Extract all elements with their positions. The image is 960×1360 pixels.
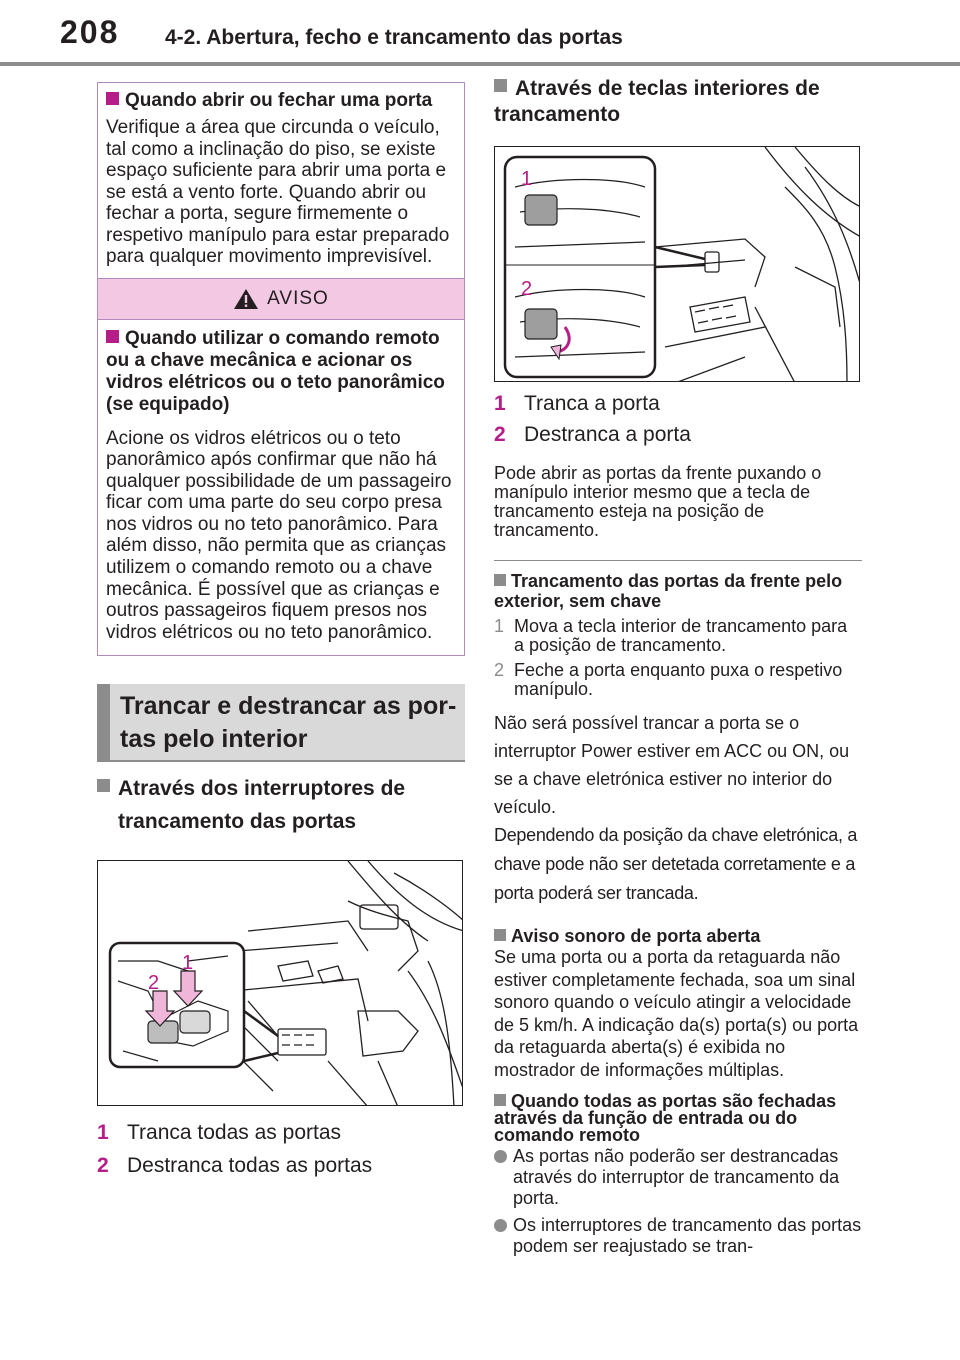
step-item: 1 Mova a tecla interior de trancamento para a posição de trancamento. [494, 616, 848, 655]
keyless-steps [494, 617, 862, 699]
knobs-legend [494, 388, 862, 450]
knobs-paragraph: Pode abrir as portas da frente puxando o manípulo interior mesmo que a tecla de trancamento esteja na posição de trancamento. [494, 463, 822, 540]
buzzer-paragraph: Se uma porta ou a porta da retaguarda não estiver completamente fechada, soa um sinal sonoro quando o veículo atingir a velocidade de 5 km/h. A indicação da(s) porta(s) ou porta da retaguarda aberta(s) é exibida no mostrador de informações múltiplas. [494, 947, 859, 1080]
callout-1: 1 [521, 168, 533, 190]
page-header [0, 0, 960, 66]
door-lock-knob-illustration [494, 146, 860, 382]
square-bullet-icon [97, 779, 110, 792]
switches-legend [97, 1116, 465, 1182]
door-lock-switch-illustration [97, 860, 463, 1106]
bullet-item: As portas não poderão ser destrancadas através do interruptor de trancamento da porta. [494, 1146, 862, 1209]
warning-label: AVISO [267, 287, 329, 309]
knobs-heading: Através de teclas interiores de trancamento [494, 77, 820, 126]
warning-heading: Quando utilizar o comando remoto ou a chave mecânica e acionar os vidros elétricos ou o teto panorâmico (se equipado) [106, 327, 445, 415]
note-warning-box [97, 82, 465, 656]
banner-line-1: Trancar e destrancar as por- [120, 692, 457, 721]
section-title: 4-2. Abertura, fecho e trancamento das portas [165, 26, 623, 49]
square-bullet-icon [106, 330, 119, 343]
zoom-inset [505, 157, 705, 377]
buzzer-heading: Aviso sonoro de porta aberta [494, 926, 862, 946]
legend-item: 2 Destranca todas as portas [97, 1154, 373, 1178]
warning-body: Acione os vidros elétricos ou o teto panorâmico após confirmar que não há qualquer possibilidade de um passageiro ficar com uma parte do seu corpo presa nos vidros ou no teto panorâmico. Para além disso, não permita que as crianças utilizem o comando remoto ou a chave mecânica. É possível que as crianças e outros passageiros fiquem presos nos vidros elétricos ou no teto panorâmico. [106, 427, 452, 643]
note-body: Verifique a área que circunda o veículo, tal como a inclinação do piso, se existe espaço suficiente para abrir uma porta e se está a vento forte. Quando abrir ou fechar a porta, segure firmemente o respetivo manípulo para estar preparado para qualquer movimento imprevisível. [106, 117, 450, 267]
square-bullet-icon [106, 92, 119, 105]
legend-item: 1 Tranca a porta [494, 392, 660, 415]
divider [494, 560, 862, 561]
callout-1: 1 [182, 952, 194, 975]
bullet-item: Os interruptores de trancamento das portas podem ser reajustado se tran- [494, 1215, 862, 1257]
circle-bullet-icon [494, 1150, 507, 1163]
circle-bullet-icon [494, 1219, 507, 1232]
square-bullet-icon [494, 574, 506, 586]
keyless-paragraph-2: Dependendo da posição da chave eletrónica, a chave pode não ser detetada corretamente e a porta poderá ser trancada. [494, 825, 858, 903]
keyless-paragraph-1: Não será possível trancar a porta se o interruptor Power estiver em ACC ou ON, ou se a chave eletrónica estiver no interior do veículo. [494, 713, 850, 817]
header-rule [0, 62, 960, 66]
warning-triangle-icon [233, 288, 259, 310]
legend-item: 1 Tranca todas as portas [97, 1121, 341, 1145]
keyless-heading: Trancamento das portas da frente pelo exterior, sem chave [494, 571, 843, 611]
note-heading: Quando abrir ou fechar uma porta [106, 91, 456, 111]
square-bullet-icon [494, 929, 506, 941]
square-bullet-icon [494, 79, 507, 92]
right-column [494, 76, 862, 1257]
banner-line-2: tas pelo interior [120, 725, 308, 754]
left-column [97, 82, 465, 1182]
section-banner [97, 684, 465, 762]
switches-heading: Através dos interruptores de trancamento das portas [97, 772, 465, 838]
warning-band [98, 278, 464, 320]
dashboard-drawing [98, 861, 463, 1106]
legend-item: 2 Destranca a porta [494, 423, 691, 446]
entry-heading: Quando todas as portas são fechadas através da função de entrada ou do comando remoto [494, 1091, 837, 1145]
callout-2: 2 [521, 278, 533, 300]
step-item: 2 Feche a porta enquanto puxa o respetivo manípulo. [494, 660, 843, 699]
zoom-inset [110, 943, 278, 1067]
page-number: 208 [60, 14, 120, 50]
door-panel-drawing [495, 147, 860, 382]
note-section [98, 83, 464, 278]
callout-2: 2 [148, 972, 160, 995]
warning-section [98, 320, 464, 656]
square-bullet-icon [494, 1094, 506, 1106]
